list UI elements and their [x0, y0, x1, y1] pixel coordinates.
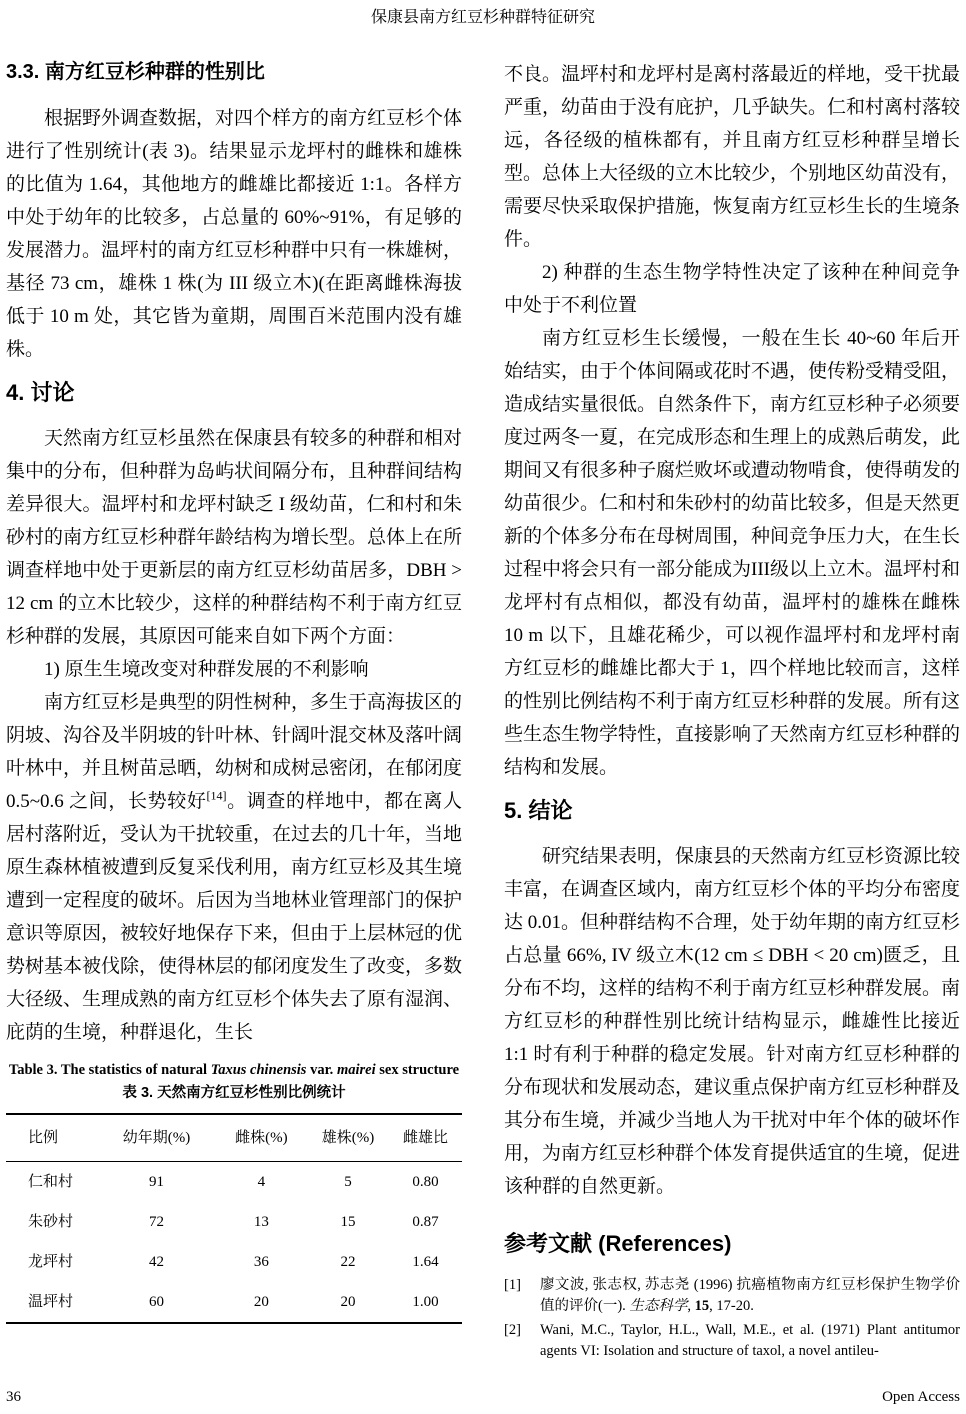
two-column-body	[6, 58, 960, 1365]
heading-section-3-3: 3.3. 南方红豆杉种群的性别比	[6, 61, 265, 83]
heading-references: 参考文献 (References)	[504, 1231, 732, 1256]
table-3-caption-en	[6, 1061, 462, 1080]
citation-ref-14: [14]	[206, 788, 227, 803]
table-cell: 13	[253, 1214, 269, 1230]
table-cell: 42	[148, 1254, 164, 1270]
para-sex-ratio-results: 根据野外调查数据，对四个样方的南方红豆杉个体进行了性别统计(表 3)。结果显示龙坪村的雌株和雄株的比值为 1.64，其他地方的雌雄比都接近 1:1。各样方中处于幼年的比较多，占总量的 60%~91%，有足够的发展潜力。温坪村的南方红豆杉种群中只有一株雄树，基径 73 cm，雄株 1 株(为 III 级立木)(在距离雌株海拔低于 10 m 处，其它皆为童期，周围百米范围内没有雄株。	[6, 108, 463, 360]
page-number: 36	[6, 1389, 21, 1405]
table-cell: 72	[148, 1214, 164, 1230]
table-cell: 36	[253, 1254, 269, 1270]
table-cell: 60	[148, 1294, 164, 1310]
caption-en-part-1: Table 3. The statistics of natural	[8, 1062, 211, 1078]
col-header-male-pct: 雄株(%)	[307, 1114, 389, 1162]
table-cell: 20	[253, 1294, 269, 1310]
list-item-reason-2: 2) 种群的生态生物学特性决定了该种在种间竞争中处于不利位置	[504, 262, 960, 316]
reference-2-text: Wani, M.C., Taylor, H.L., Wall, M.E., et al. (1971) Plant antitumor agents VI: Isolation and structure of taxol, a novel antileu-	[540, 1322, 960, 1359]
table-row-renhe	[6, 1162, 462, 1203]
table-3-caption-zh: 表 3. 天然南方红豆杉性别比例统计	[122, 1085, 346, 1101]
table-cell: 仁和村	[28, 1174, 74, 1190]
table-row-longping	[6, 1242, 462, 1282]
reference-item-2	[504, 1320, 960, 1362]
col-header-sample: 比例	[6, 1114, 97, 1162]
table-cell: 0.80	[412, 1174, 439, 1190]
table-cell: 1.64	[412, 1254, 439, 1270]
table-cell: 5	[344, 1174, 352, 1190]
table-cell: 4	[257, 1174, 266, 1190]
table-row-wenping	[6, 1282, 462, 1323]
para-conclusion: 研究结果表明，保康县的天然南方红豆杉资源比较丰富，在调查区域内，南方红豆杉个体的平均分布密度达 0.01。但种群结构不合理，处于幼年期的南方红豆杉占总量 66%, IV 级立木(12 cm ≤ DBH < 20 cm)匮乏，且分布不均，这样的结构不利于南方红豆杉种群发展。南方红豆杉的种群性别比统计结构显示，雌雄性比接近 1:1 时有利于种群的稳定发展。针对南方红豆杉种群的分布现状和发展动态，建议重点保护南方红豆杉种群及其分布生境，并减少当地人为干扰对中年个体的破坏作用，为南方红豆杉种群个体发育提供适宜的生境，促进该种群的自然更新。	[504, 846, 961, 1197]
table-cell: 15	[340, 1214, 356, 1230]
caption-en-part-2: var.	[306, 1062, 337, 1078]
table-3-sex-ratio	[6, 1113, 462, 1324]
reference-1-label: [1]	[504, 1277, 521, 1293]
reference-1-text	[540, 1275, 960, 1317]
para-habitat-change-text-cont: 。调查的样地中，都在离人居村落附近，受认为干扰较重，在过去的几十年，当地原生森林植被遭到反复采伐利用，南方红豆杉及其生境遭到一定程度的破坏。后因为当地林业管理部门的保护意识等原因，被较好地保存下来，但由于上层林冠的优势树基本被伐除，使得林层的郁闭度发生了改变，多数大径级、生理成熟的南方红豆杉个体失去了原有湿润、庇荫的生境，种群退化，生长	[6, 791, 463, 1043]
reference-1-separator: ,	[687, 1298, 695, 1314]
table-cell: 22	[340, 1254, 356, 1270]
reference-1-journal: 生态科学	[629, 1298, 688, 1314]
para-continuation: 不良。温坪村和龙坪村是离村落最近的样地，受干扰最严重，幼苗由于没有庇护，几乎缺失。仁和村离村落较远，各径级的植株都有，并且南方红豆杉种群呈增长型。总体上大径级的立木比较少，个别地区幼苗没有，需要尽快采取保护措施，恢复南方红豆杉生长的生境条件。	[504, 64, 961, 250]
col-header-sex-ratio: 雌雄比	[389, 1114, 462, 1162]
caption-en-species-name: Taxus chinensis	[210, 1062, 307, 1078]
heading-section-5-conclusion: 5. 结论	[504, 798, 573, 823]
para-discussion-overview: 天然南方红豆杉虽然在保康县有较多的种群和相对集中的分布，但种群为岛屿状间隔分布，且种群间结构差异很大。温坪村和龙坪村缺乏 I 级幼苗，仁和村和朱砂村的南方红豆杉种群年龄结构为增长型。总体上在所调查样地中处于更新层的南方红豆杉幼苗居多，DBH > 12 cm 的立木比较少，这样的种群结构不利于南方红豆杉种群的发展，其原因可能来自如下两个方面：	[6, 428, 463, 647]
table-header-row	[6, 1114, 462, 1162]
open-access-label: Open Access	[882, 1389, 960, 1405]
col-header-juvenile-pct: 幼年期(%)	[97, 1114, 216, 1162]
right-column	[504, 58, 960, 1365]
table-3-block	[6, 1061, 462, 1324]
reference-1-authors-title: 廖文波, 张志权, 苏志尧 (1996) 抗癌植物南方红豆杉保护生物学价值的评价(一).	[540, 1277, 960, 1314]
table-cell: 温坪村	[28, 1294, 74, 1310]
table-cell: 1.00	[412, 1294, 439, 1310]
table-cell: 20	[340, 1294, 356, 1310]
caption-en-variety-name: mairei	[336, 1062, 376, 1078]
left-column	[6, 58, 462, 1365]
table-row-zhusha	[6, 1202, 462, 1242]
running-header	[6, 8, 960, 28]
table-cell: 0.87	[412, 1214, 439, 1230]
running-title: 保康县南方红豆杉种群特征研究	[370, 9, 595, 26]
para-eco-biology: 南方红豆杉生长缓慢，一般在生长 40~60 年后开始结实，由于个体间隔或花时不遇，使传粉受精受阻，造成结实量很低。自然条件下，南方红豆杉种子必须要度过两冬一夏，在完成形态和生理上的成熟后萌发，此期间又有很多种子腐烂败坏或遭动物啃食，使得萌发的幼苗很少。仁和村和朱砂村的幼苗比较多，但是天然更新的个体多分布在母树周围，种间竞争压力大，在生长过程中将会只有一部分能成为III级以上立木。温坪村和龙坪村有点相似，都没有幼苗，温坪村的雄株在雌株 10 m 以下，且雄花稀少，可以视作温坪村和龙坪村南方红豆杉的雌雄比都大于 1，四个样地比较而言，这样的性别比例结构不利于南方红豆杉种群的发展。所有这些生态生物学特性，直接影响了天然南方红豆杉种群的结构和发展。	[504, 328, 961, 778]
table-cell: 91	[148, 1174, 164, 1190]
page-footer	[6, 1388, 960, 1406]
para-habitat-change-text: 南方红豆杉是典型的阴性树种，多生于高海拔区的阴坡、沟谷及半阴坡的针叶林、针阔叶混交林及落叶阔叶林中，并且树苗忌晒，幼树和成树忌密闭，在郁闭度 0.5~0.6 之间，长势较好	[6, 692, 463, 812]
reference-item-1	[504, 1275, 960, 1317]
reference-list	[504, 1275, 960, 1362]
reference-2-label: [2]	[504, 1322, 521, 1338]
table-cell: 朱砂村	[28, 1214, 74, 1230]
reference-1-pages: , 17-20.	[709, 1298, 754, 1314]
para-habitat-change	[6, 686, 462, 1049]
list-item-reason-1: 1) 原生生境改变对种群发展的不利影响	[44, 659, 369, 680]
reference-1-volume: 15	[694, 1298, 710, 1314]
col-header-female-pct: 雌株(%)	[216, 1114, 307, 1162]
table-cell: 龙坪村	[28, 1254, 74, 1270]
caption-en-part-3: sex structure	[375, 1062, 460, 1078]
heading-section-4-discussion: 4. 讨论	[6, 380, 75, 405]
